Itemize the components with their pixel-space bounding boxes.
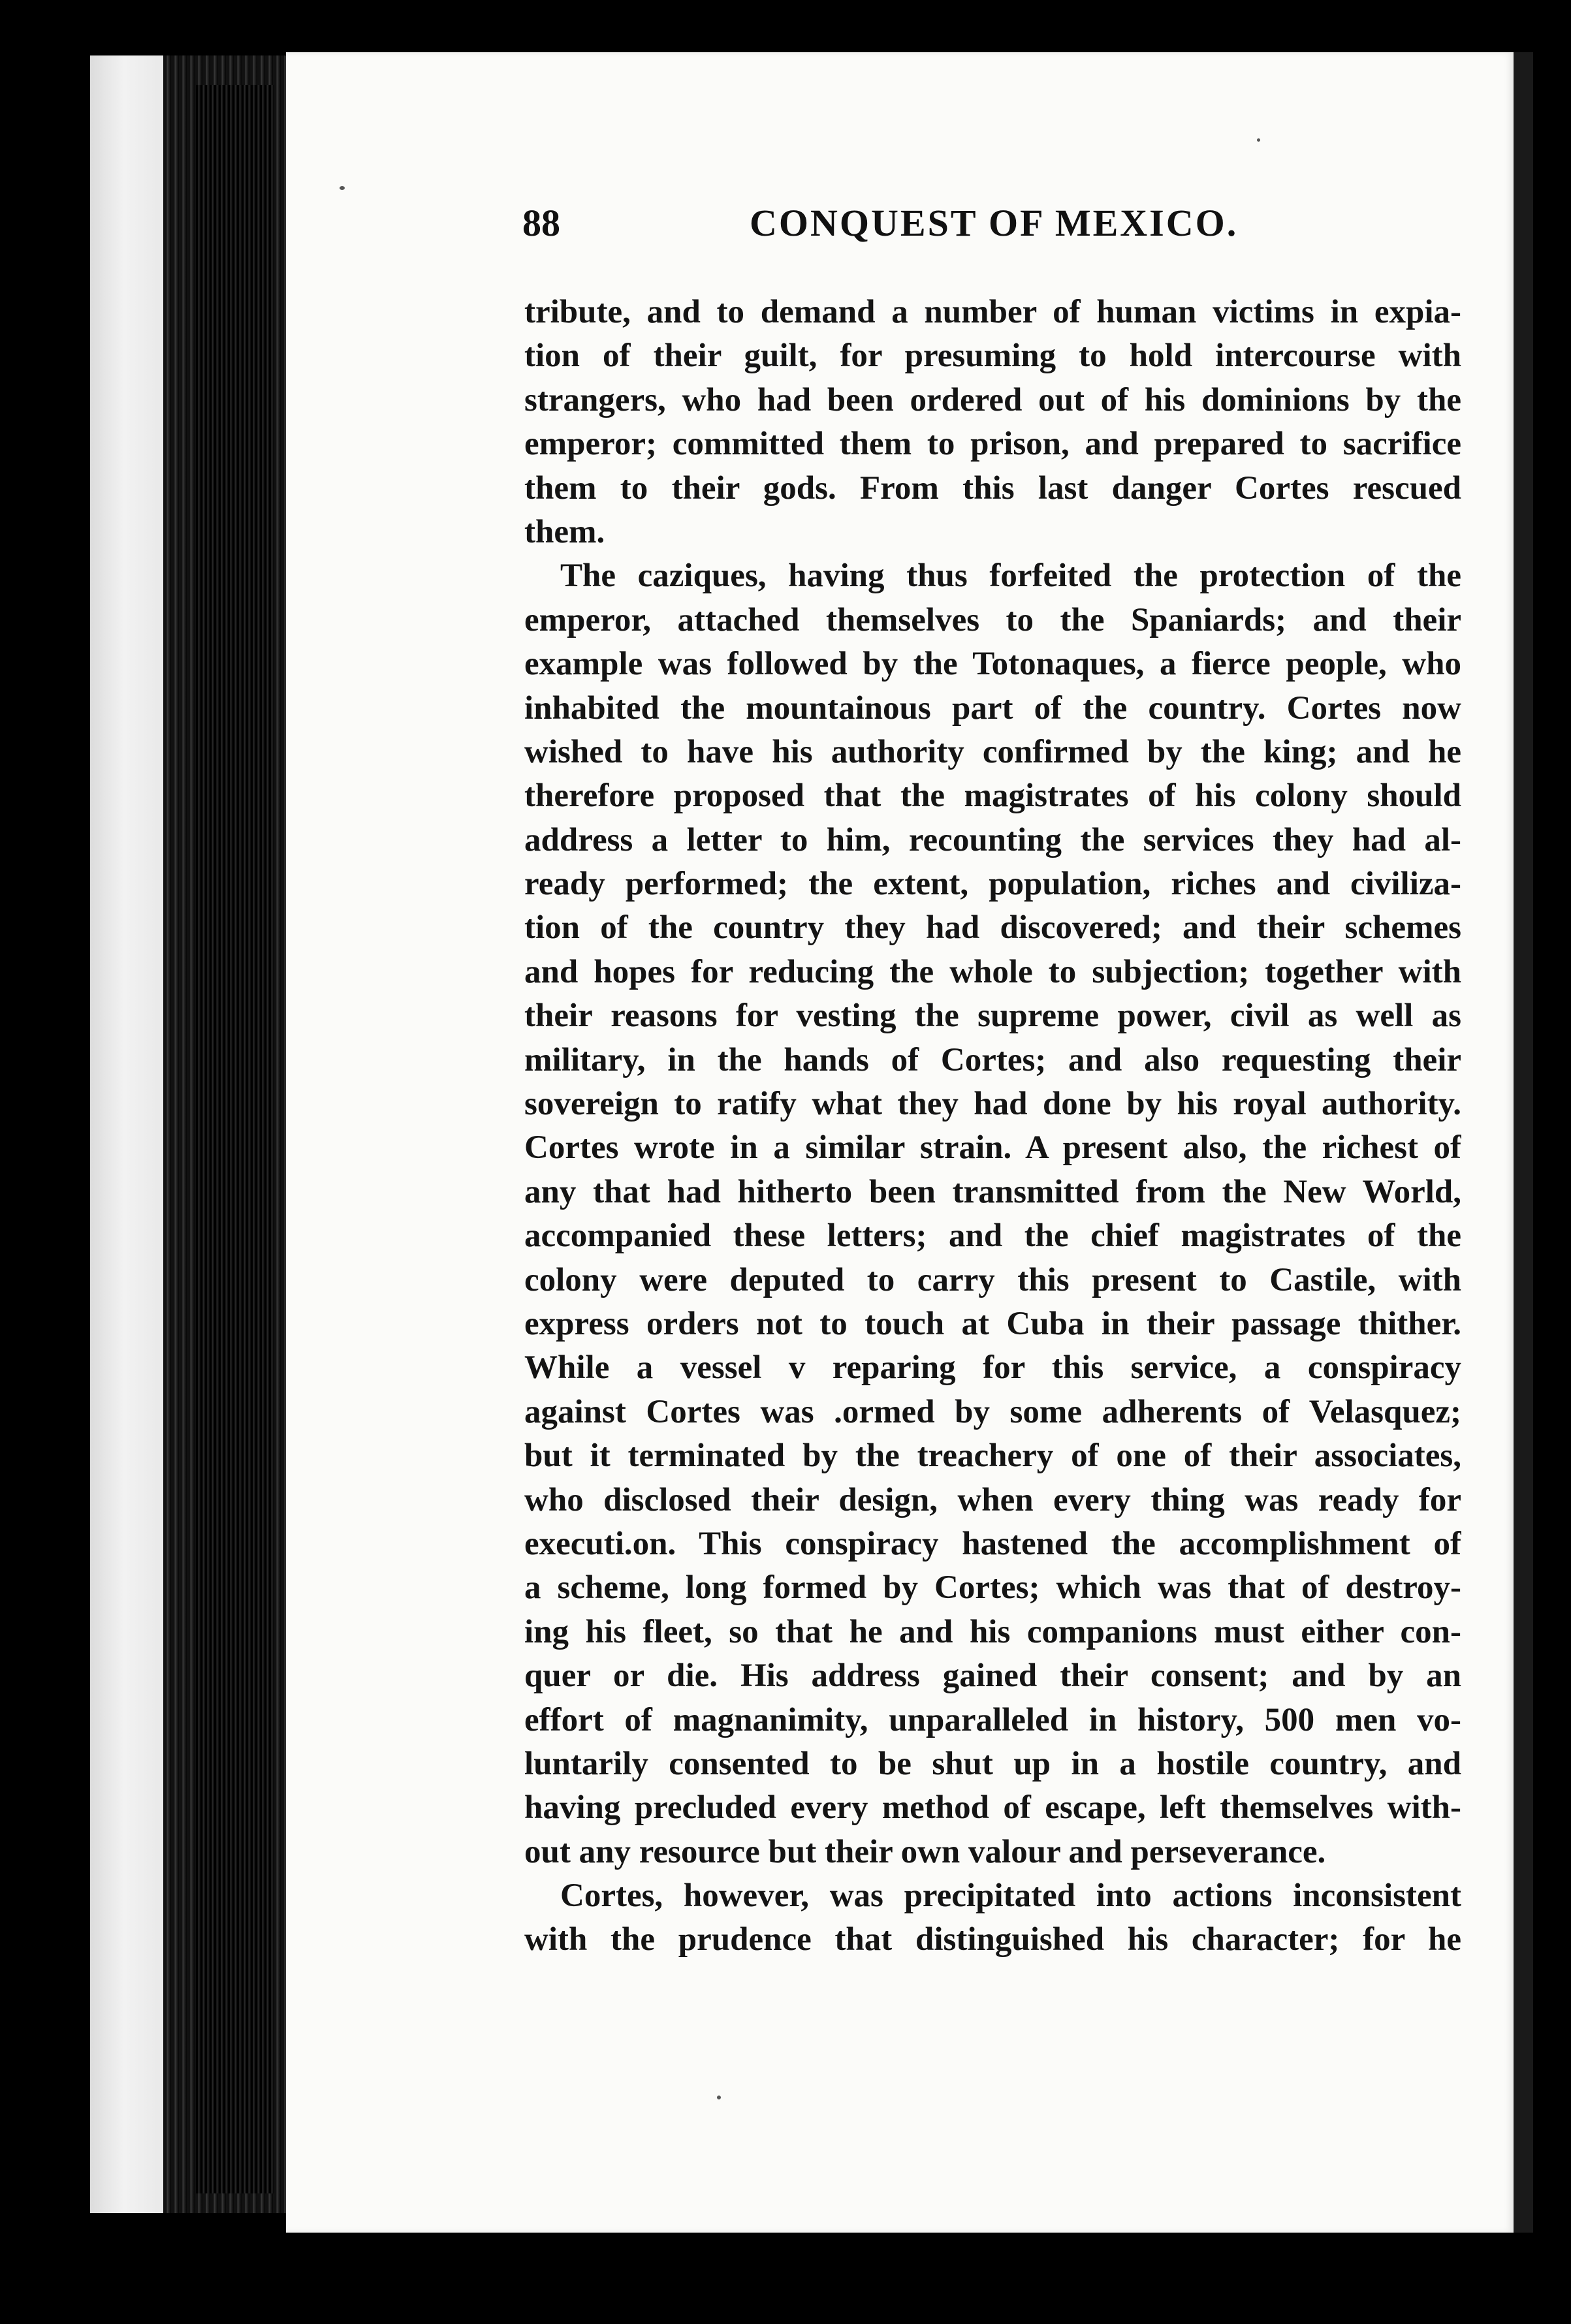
text-line: luntarily consented to be shut up in a hostile country, and <box>524 1745 1461 1782</box>
text-line: emperor; committed them to prison, and prepared to sacrifice <box>524 426 1461 463</box>
paragraph <box>524 290 1461 554</box>
left-margin-card <box>90 55 175 2213</box>
text-line: emperor, attached themselves to the Spaniards; and their <box>524 601 1461 638</box>
text-line: Cortes, however, was precipitated into actions inconsistent <box>560 1877 1461 1915</box>
text-line: sovereign to ratify what they had done by his royal authority. <box>524 1086 1461 1123</box>
text-line: tion of the country they had discovered; and their schemes <box>524 909 1461 947</box>
page-header <box>522 196 1463 255</box>
text-line: address a letter to him, recounting the services they had al- <box>524 821 1461 858</box>
speck <box>1257 138 1260 142</box>
text-line: but it terminated by the treachery of one of their associates, <box>524 1437 1461 1475</box>
page-number: 88 <box>522 202 560 244</box>
text-line: a scheme, long formed by Cortes; which was that of destroy- <box>524 1569 1461 1607</box>
text-line: them. <box>524 513 605 550</box>
text-line: example was followed by the Totonaques, a fierce people, who <box>524 646 1461 683</box>
text-line: military, in the hands of Cortes; and also requesting their <box>524 1041 1461 1078</box>
text-line: colony were deputed to carry this present to Castile, with <box>524 1261 1461 1298</box>
text-line: and hopes for reducing the whole to subjection; together with <box>524 953 1461 990</box>
text-line: quer or die. His address gained their consent; and by an <box>524 1657 1461 1695</box>
text-line: who disclosed their design, when every thing was ready for <box>524 1481 1461 1518</box>
text-line: out any resource but their own valour and perseverance. <box>524 1833 1326 1870</box>
text-line: express orders not to touch at Cuba in their passage thither. <box>524 1305 1461 1342</box>
body-text <box>524 290 1461 1962</box>
text-line: tion of their guilt, for presuming to hold intercourse with <box>524 338 1461 375</box>
paragraph <box>524 1874 1461 1962</box>
text-line: executi.on. This conspiracy hastened the accomplishment of <box>524 1525 1461 1562</box>
text-line: against Cortes was .ormed by some adherents of Velasquez; <box>524 1393 1461 1430</box>
text-line: Cortes wrote in a similar strain. A present also, the richest of <box>524 1129 1461 1167</box>
paragraph <box>524 554 1461 1874</box>
text-line: accompanied these letters; and the chief magistrates of the <box>524 1217 1461 1255</box>
running-head: CONQUEST OF MEXICO. <box>750 202 1239 244</box>
book-page-edges-inner <box>196 85 274 2193</box>
text-line: with the prudence that distinguished his character; for he <box>524 1921 1461 1958</box>
text-line: ing his fleet, so that he and his companions must either con- <box>524 1613 1461 1650</box>
speck <box>717 2096 721 2099</box>
text-line: While a vessel v reparing for this service, a conspiracy <box>524 1349 1461 1387</box>
text-line: strangers, who had been ordered out of his dominions by the <box>524 381 1461 418</box>
text-line: therefore proposed that the magistrates of his colony should <box>524 777 1461 815</box>
text-line: their reasons for vesting the supreme power, civil as well as <box>524 997 1461 1035</box>
text-line: The caziques, having thus forfeited the protection of the <box>560 557 1461 595</box>
text-line: any that had hitherto been transmitted from the New World, <box>524 1173 1461 1210</box>
text-line: ready performed; the extent, population, riches and civiliza- <box>524 866 1461 903</box>
text-line: inhabited the mountainous part of the country. Cortes now <box>524 689 1461 727</box>
text-line: having precluded every method of escape, left themselves with- <box>524 1789 1461 1827</box>
text-line: tribute, and to demand a number of human victims in expia- <box>524 294 1461 330</box>
text-line: effort of magnanimity, unparalleled in history, 500 men vo- <box>524 1701 1461 1738</box>
text-line: wished to have his authority confirmed by the king; and he <box>524 733 1461 770</box>
speck <box>340 186 345 190</box>
right-binding-strip <box>1514 52 1533 2233</box>
text-line: them to their gods. From this last danger Cortes rescued <box>524 469 1461 507</box>
